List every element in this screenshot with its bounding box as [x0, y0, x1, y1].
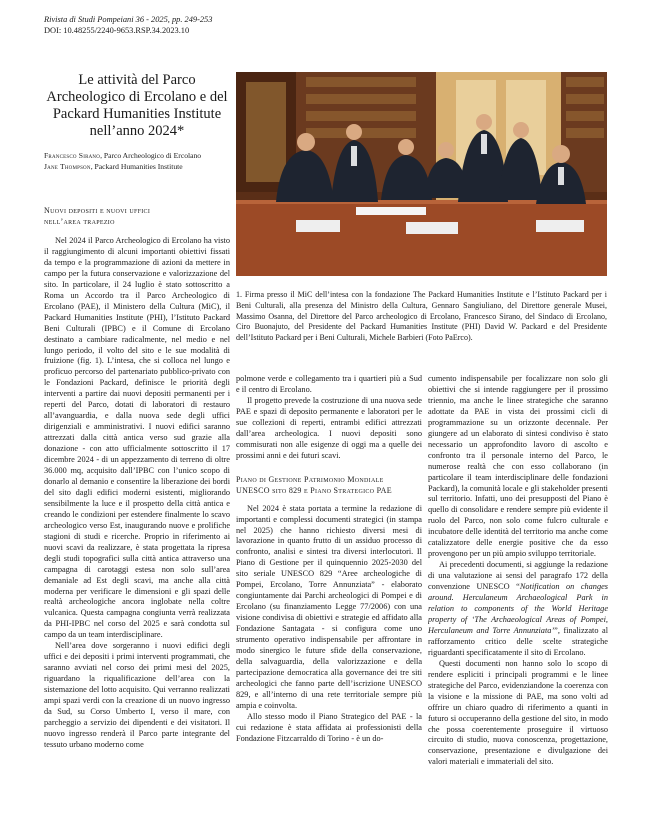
text-column-1 [44, 236, 230, 806]
journal-citation: Rivista di Studi Pompeiani 36 - 2025, pp. 249-253 [44, 15, 213, 24]
author-name: Francesco Sirano [44, 151, 101, 160]
section-heading-line: UNESCO sito 829 e Piano Strategico PAE [236, 485, 392, 495]
section-heading-line: Nuovi depositi e nuovi uffici [44, 206, 151, 215]
author-name: Jane Thompson [44, 162, 91, 171]
paragraph-text: ”, finalizzato al rafforzamento critico delle scelte strategiche riguardanti specificatamente il sito di Ercolano. [428, 625, 608, 657]
doi: DOI: 10.48255/2240-9653.RSP.34.2023.10 [44, 26, 190, 35]
section-heading-2 [236, 474, 422, 496]
author-list [44, 150, 230, 172]
paragraph: Questi documenti non hanno solo lo scopo di rendere espliciti i principali programmi e le linee strategiche del Parco, evidenziandone la coerenza con la visione e la missione di PAE, ma sono volti ad offrire un chiaro quadro di riferimento a quanti in futuro si occuperanno della gestione del sito, in modo che possa coerentemente proseguire il virtuoso circuito di studio, nuova conoscenza, progettazione, conservazione, presentazione e divulgazione dei valori materiali e immateriali del sito. [428, 658, 608, 767]
paragraph: Nel 2024 il Parco Archeologico di Ercolano ha visto il raggiungimento di alcuni importanti obiettivi fissati da tempo e la programmazione di azioni da mettere in campo per la futura conservazione e valorizzazione del sito. In particolare, il 24 luglio è stato sottoscritto a Roma un Accordo tra il Parco Archeologico di Ercolano (PAE), il Ministero della Cultura (MiC), il Packard Humanities Institute (PHI), l’Istituto Packard Beni Culturali (IPBC) e il Comune di Ercolano destinato a cambiare radicalmente, nel medio e nel lungo periodo, il volto del sito e le sue modalità di fruizione (fig. 1). L’intesa, che si colloca nel lungo e proficuo percorso del partenariato pubblico-privato con le Fondazioni Packard, definisce le priorità degli interventi a partire dai nuovi depositi permanenti per i reperti del Parco, dotati di laboratori di restauro all’avanguardia, e dalla nuova sede degli uffici dirigenziali e amministrativi. I nuovi edifici saranno attrezzati dalla città antica verso sud grazie alla donazione - con atto ufficialmente sottoscritto il 17 dicembre 2024 - di un appezzamento di terreno di oltre 36.000 mq, acquisito dall’IPBC con l’unico scopo di donarlo al demanio e consentire la liberazione dei bordi del sito dagli edifici moderni esistenti, migliorando sensibilmente la luce e il prospetto della città antica e creando le condizioni per estendere finalmente lo scavo archeologico verso Est, inaugurando nuove e prolifiche stagioni di studi e ricerche. Proprio in riferimento ai nuovi scavi da realizzare, è stata progettata la ripresa degli studi topografici sulla città antica attraverso una campagna di carotaggi estesa non solo sull’area demaniale ad Est degli scavi, ma anche alla città moderna per verificare le dimensioni e gli spazi delle realtà archeologiche ancora inglobate nella coltre vulcanica. Questa campagna congiunta verrà realizzata da PHI-IPBC nel corso del 2025 e sarà condotta sul campo da un team interdisciplinare. [44, 236, 230, 640]
paragraph: Allo stesso modo il Piano Strategico del PAE - la cui redazione è stata affidata ai professionisti della Fondazione Fitzcarraldo di Torino - è un do- [236, 711, 422, 743]
journal-header [44, 14, 304, 36]
signing-ceremony-photo [236, 72, 607, 276]
section-heading-1 [44, 205, 230, 227]
paragraph: Nell’area dove sorgeranno i nuovi edifici degli uffici e dei depositi i primi interventi programmati, che saranno avviati nel corso dei primi mesi del 2025, riguardano la riqualificazione dell’area con la sistemazione del lotto acquisito. Qui verranno realizzati ampi spazi verdi con la creazione di un nuovo ingresso da Sud, su Corso Umberto I, verso il mare, con parcheggio a servizio dei dipendenti e dei visitatori. Il nuovo ingresso renderà il Parco parte integrante del tessuto urbano moderno come [44, 641, 230, 749]
italic-title: Notification on changes around. Herculaneum Archaeological Park in relation to components of the World Heritage property of ‘The Archaeological Areas of Pompei, Herculaneum and Torre Annunziata’ [428, 582, 608, 635]
paragraph [428, 560, 608, 659]
section-heading-line: Piano di Gestione Patrimonio Mondiale [236, 474, 384, 484]
section-heading-line: nell’area trapezio [44, 217, 115, 226]
author-1 [44, 150, 230, 161]
author-affiliation: , Packard Humanities Institute [90, 162, 183, 171]
author-affiliation: , Parco Archeologico di Ercolano [100, 151, 202, 160]
figure-caption: 1. Firma presso il MiC dell’intesa con la fondazione The Packard Humanities Institute e l’Istituto Packard per i Beni Culturali, alla presenza del Ministro della Cultura, Gennaro Sangiuliano, del Direttore generale Musei, Massimo Osanna, del Direttore del Parco archeologico di Ercolano, Francesco Sirano, del Sindaco di Ercolano, Ciro Buonajuto, del Presidente del Packard Humanities Institute (PHI) David W. Packard e del Presidente dell’Istituto Packard per i Beni Culturali, Michele Barbieri (Foto PaErco). [236, 290, 607, 343]
paragraph: Nel 2024 è stata portata a termine la redazione di importanti e complessi documenti strategici (in stampa nel 2025) che hanno richiesto diversi mesi di lavorazione in quanto frutto di un assiduo processo di confronto, analisi e sintesi tra diversi interlocutori. Il Piano di Gestione per il quinquennio 2025-2030 del sito seriale UNESCO 829 “Aree archeologiche di Pompei, Ercolano, Torre Annunziata” - elaborato congiuntamente dai Parchi archeologici di Pompei e di Ercolano (su finanziamento Legge 77/2006) con una visione condivisa di obiettivi e strategie ed affidato alla Fondazione Santagata - si configura come uno strumento operativo indispensabile per affrontare in modo sinergico le future sfide della conservazione, della salvaguardia, della valorizzazione e della partecipazione democratica alla governance dei tre siti archeologici che fanno parte dell’iscrizione UNESCO 829, e all’interno di una rete territoriale sempre più ampia e coinvolta. [236, 503, 422, 710]
article-title: Le attività del Parco Archeologico di Ercolano e del Packard Humanities Institute nell’anno 2024* [46, 72, 228, 139]
text-column-2 [236, 374, 422, 814]
paragraph: cumento indispensabile per focalizzare non solo gli obiettivi che si intende raggiungere per il prossimo triennio, ma anche le linee strategiche che saranno adottate da PAE in vista dei prossimi cicli di programmazione su un orizzonte decennale. Per giungere ad un elaborato di sintesi condiviso è stato necessario un approfondito lavoro di ascolto e confronto tra il personale interno del Parco, le numerose realtà che con esso collaborano (in particolare il team interdisciplinare delle fondazioni Packard), la comunità locale e gli stakeholder presenti sul territorio. Infatti, uno dei presupposti del Piano è quello di consolidare e rendere sempre più evidente il ruolo del Parco, non solo come fulcro culturale e incubatore delle identità del territorio ma anche come catalizzatore delle energie positive che da esso provengono per un più ampio sviluppo territoriale. [428, 374, 608, 559]
paragraph-text: Ai precedenti documenti, si aggiunge la redazione di una valutazione ai sensi del paragrafo 172 della convenzione UNESCO “ [428, 560, 608, 592]
text-column-3 [428, 374, 608, 814]
paragraph: polmone verde e collegamento tra i quartieri più a Sud e il centro di Ercolano. [236, 374, 422, 394]
author-2 [44, 161, 230, 172]
figure-photo [236, 72, 607, 276]
paragraph: Il progetto prevede la costruzione di una nuova sede PAE e spazi di deposito permanente e laboratori per le sue collezioni di reperti, entrambi edifici attrezzati dall’area archeologica. I nuovi depositi sono commisurati non alle esigenze di oggi ma a quelle dei prossimi anni e dei futuri scavi. [236, 395, 422, 460]
